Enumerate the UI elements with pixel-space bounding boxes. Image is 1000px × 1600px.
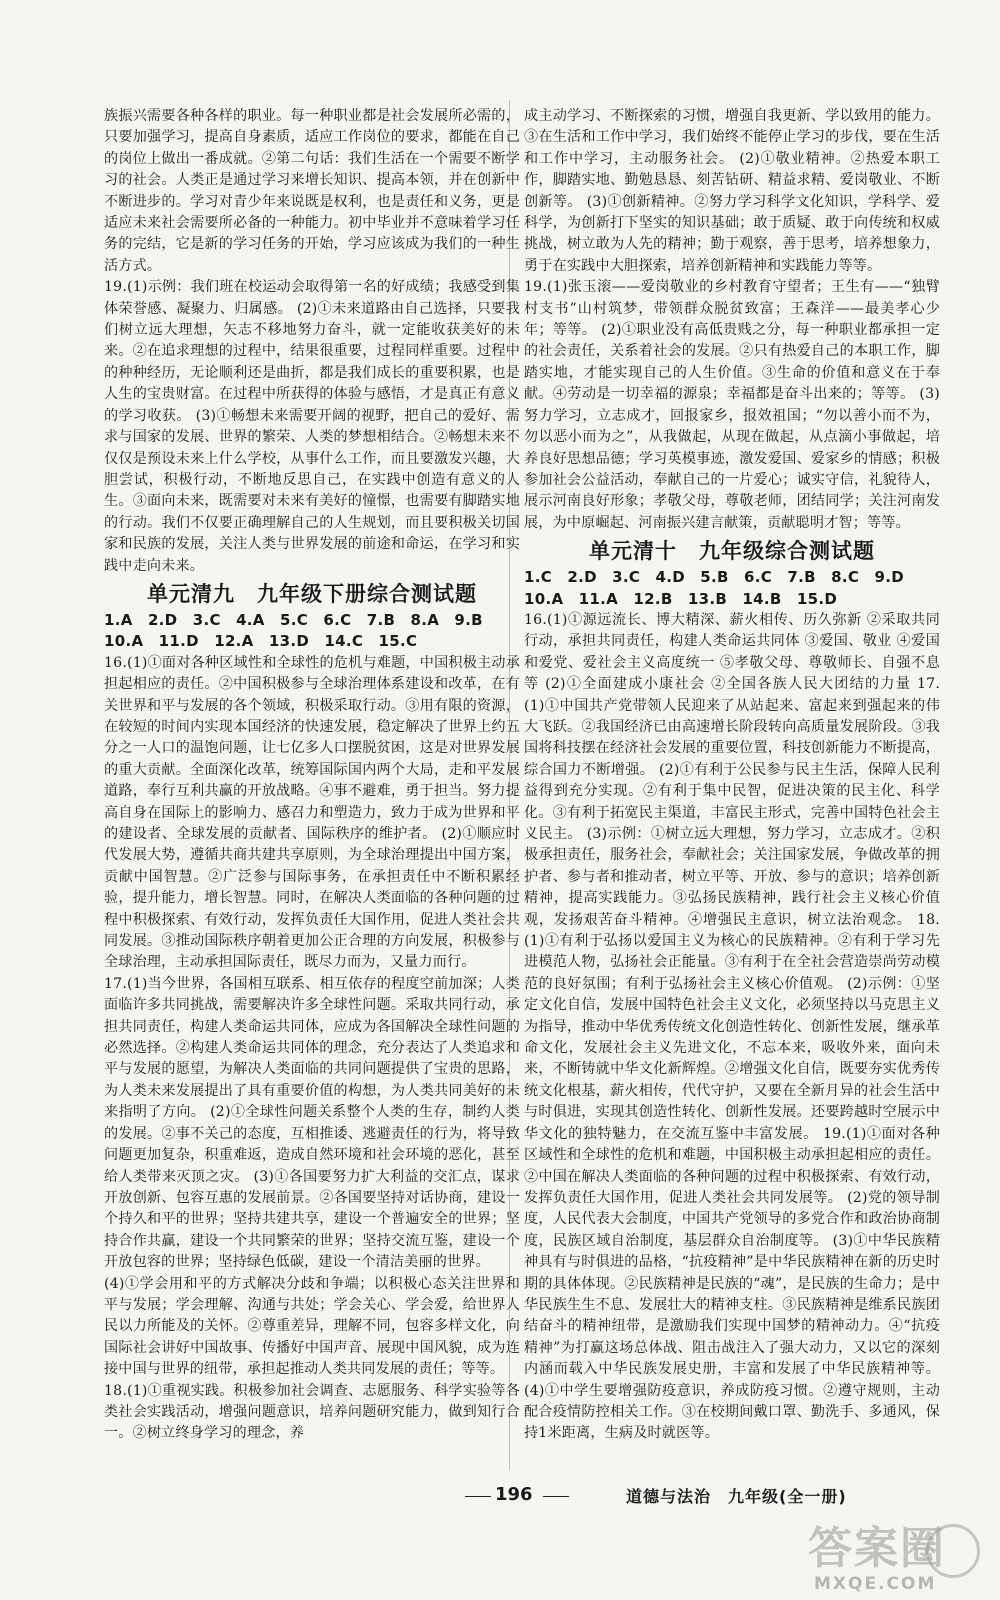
- left-column: [104, 106, 520, 1445]
- watermark-logo-text: 答案圈: [808, 1523, 946, 1574]
- right-column: [524, 106, 940, 1445]
- watermark-url: MXQE.COM: [814, 1574, 937, 1594]
- watermark: [808, 1522, 988, 1596]
- answer-key-line: 1.A 2.D 3.C 4.A 5.C 6.C 7.B 8.A 9.B: [104, 610, 483, 629]
- footer-dash: [543, 1496, 569, 1497]
- paragraph: 16.(1)①面对各种区域性和全球性的危机与难题，中国积极主动承担起相应的责任。②中国积极参与全球治理体系建设和改革，在有关世界和平与发展的各个领域，积极采取行动。③用有限的资源，在较短的时间内实现本国经济的快速发展，稳定解决了世界上约五分之一人口的温饱问题，让七亿多人口摆脱贫困，这是对世界发展的重大贡献。全面深化改革，统筹国际国内两个大局，走和平发展道路，奉行互利共赢的开放战略。④事不避难，勇于担当。努力提高自身在国际上的影响力、感召力和塑造力，致力于成为世界和平的建设者、全球发展的贡献者、国际秩序的维护者。 (2)①顺应时代发展大势，遵循共商共建共享原则，为全球治理提出中国方案，贡献中国智慧。②广泛参与国际事务，在承担责任中不断积累经验，提升能力，增长智慧。同时，在解决人类面临的各种问题的过程中积极探索、有效行动，发挥负责任大国作用，促进人类社会共同发展。③推动国际秩序朝着更加公正合理的方向发展，积极参与全球治理，主动承担国际责任，既尽力而为，又量力而行。: [104, 654, 520, 971]
- paragraph: 19.(1)示例：我们班在校运动会取得第一名的好成绩；我感受到集体荣誉感、凝聚力、归属感。 (2)①未来道路由自己选择，只要我们树立远大理想，矢志不移地努力奋斗，就一定能收获美好的未来。②在追求理想的过程中，结果很重要，过程同样重要。过程中的种种经历，无论顺利还是曲折，都是我们成长的重要积累，也是人生的宝贵财富。在过程中所获得的体验与感悟，才是真正有意义的学习收获。 (3)①畅想未来需要开阔的视野，把自己的爱好、需求与国家的发展、世界的繁荣、人类的梦想相结合。②畅想未来不仅仅是预设未来上什么学校，从事什么工作，而且要激发兴趣，大胆尝试，积极行动，不断地反思自己，在实践中创造有意义的人生。③面向未来，既需要对未来有美好的憧憬，也需要有脚踏实地的行动。我们不仅要正确理解自己的人生规划，而且要积极关切国家和民族的发展，关注人类与世界发展的前途和命运，在学习和实践中走向未来。: [104, 279, 520, 574]
- paragraph: 19.(1)张玉滚——爱岗敬业的乡村教育守望者；王生有——“独臂村支书”山村筑梦，带领群众脱贫致富；王森洋——最美孝心少年；等等。 (2)①职业没有高低贵贱之分，每一种职业都承担一定的社会责任，关系着社会的发展。②只有热爱自己的本职工作，脚踏实地，才能实现自己的人生价值。③生命的价值和意义在于奉献。④劳动是一切幸福的源泉；幸福都是奋斗出来的；等等。 (3)努力学习，立志成才，回报家乡，报效祖国；“勿以善小而不为，勿以恶小而为之”，从我做起，从现在做起，从点滴小事做起，培养良好思想品德；学习英模事迹，激发爱国、爱家乡的情感；积极参加社会公益活动，奉献自己的一片爱心；诚实守信，礼貌待人，展示河南良好形象；孝敬父母，尊敬老师，团结同学；关注河南发展，为中原崛起、河南振兴建言献策，贡献聪明才智；等等。: [524, 279, 940, 531]
- paragraph: 成主动学习、不断探索的习惯，增强自我更新、学以致用的能力。③在生活和工作中学习，我们始终不能停止学习的步伐，要在生活和工作中学习，主动服务社会。 (2)①敬业精神。②热爱本职工作，脚踏实地、勤勉恳恳、刻苦钻研、精益求精、爱岗敬业、不断创新等。 (3)①创新精神。②努力学习科学文化知识，学科学、爱科学，为创新打下坚实的知识基础；敢于质疑、敢于向传统和权威挑战，树立敢为人先的精神；勤于观察，善于思考，培养想象力，勇于在实践中大胆探索，培养创新精神和实践能力等等。: [524, 108, 940, 274]
- page-number: 196: [495, 1484, 533, 1505]
- paragraph: 17.(1)当今世界，各国相互联系、相互依存的程度空前加深；人类面临许多共同挑战，需要解决许多全球性问题。采取共同行动，承担共同责任，构建人类命运共同体，应成为各国解决全球性问题的必然选择。②构建人类命运共同体的理念，充分表达了人类追求和平与发展的愿望，为解决人类面临的共同问题提供了宝贵的思路，为人类未来发展提出了具有重要价值的构想，为人类共同美好的未来指明了方向。 (2)①全球性问题关系整个人类的生存，制约人类的发展。②事不关己的态度，互相推诿、逃避责任的行为，将导致问题更加复杂，积重难返，造成自然环境和社会环境的恶化，甚至给人类带来灭顶之灾。 (3)①各国要努力扩大利益的交汇点，谋求开放创新、包容互惠的发展前景。②各国要坚持对话协商，建设一个持久和平的世界；坚持共建共享，建设一个普遍安全的世界；坚持合作共赢，建设一个共同繁荣的世界；坚持交流互鉴，建设一个开放包容的世界；坚持绿色低碳，建设一个清洁美丽的世界。: [104, 975, 520, 1271]
- page-footer: [0, 1482, 1000, 1512]
- footer-dash: [465, 1496, 491, 1497]
- answer-key-line: 10.A 11.A 12.B 13.B 14.B 15.D: [524, 589, 838, 608]
- paragraph: (4)①学会用和平的方式解决分歧和争端；以积极心态关注世界和平与发展；学会理解、沟通与共处；学会关心、学会爱，给世界人民以力所能及的关怀。②尊重差异，理解不同，包容多样文化，向国际社会讲好中国故事、传播好中国声音、展现中国风貌，成为连接中国与世界的纽带，承担起推动人类共同发展的责任；等等。: [104, 1275, 520, 1378]
- paragraph: 18.(1)①重视实践。积极参加社会调查、志愿服务、科学实验等各类社会实践活动，增强问题意识，培养问题研究能力，做到知行合一。②树立终身学习的理念，养: [104, 1382, 520, 1442]
- answer-key-line: 10.A 11.D 12.A 13.D 14.C 15.C: [104, 632, 418, 651]
- section-heading: 单元清九 九年级下册综合测试题: [147, 581, 477, 606]
- answer-key-line: 1.C 2.D 3.C 4.D 5.B 6.C 7.B 8.C 9.D: [524, 568, 904, 587]
- book-title: 道德与法治 九年级(全一册): [626, 1487, 847, 1506]
- section-heading: 单元清十 九年级综合测试题: [589, 539, 875, 564]
- paragraph: 族振兴需要各种各样的职业。每一种职业都是社会发展所必需的，只要加强学习，提高自身素质，适应工作岗位的要求，都能在自己的岗位上做出一番成就。②第二句话：我们生活在一个需要不断学习的社会。人类正是通过学习来增长知识、提高本领，并在创新中不断进步的。学习对青少年来说既是权利，也是责任和义务，更是适应未来社会需要所必备的一种能力。初中毕业并不意味着学习任务的完结，它是新的学习任务的开始，学习应该成为我们的一种生活方式。: [104, 108, 520, 274]
- paragraph: 16.(1)①源远流长、博大精深、薪火相传、历久弥新 ②采取共同行动，承担共同责任，构建人类命运共同体 ③爱国、敬业 ④爱国和爱党、爱社会主义高度统一 ⑤孝敬父母、尊敬师长、自强不息等 (2)①全面建成小康社会 ②全国各族人民大团结的力量 17.(1)①中国共产党带领人民迎来了从站起来、富起来到强起来的伟大飞跃。②我国经济已由高速增长阶段转向高质量发展阶段。③我国将科技摆在经济社会发展的重要位置，科技创新能力不断提高，综合国力不断增强。 (2)①有利于公民参与民主生活，保障人民利益得到充分实现。②有利于集中民智，促进决策的民主化、科学化。③有利于拓宽民主渠道，丰富民主形式，完善中国特色社会主义民主。 (3)示例：①树立远大理想，努力学习，立志成才。②积极承担责任，服务社会，奉献社会；关注国家发展，争做改革的拥护者、参与者和推动者，树立平等、开放、参与的意识；培养创新精神，提高实践能力。③弘扬民族精神，践行社会主义核心价值观，发扬艰苦奋斗精神。④增强民主意识，树立法治观念。 18.(1)①有利于弘扬以爱国主义为核心的民族精神。②有利于学习先进模范人物，弘扬社会正能量。③有利于在全社会营造崇尚劳动模范的良好氛围；有利于弘扬社会主义核心价值观。 (2)示例：①坚定文化自信，发展中国特色社会主义文化，必须坚持以马克思主义为指导，推动中华优秀传统文化创造性转化、创新性发展，继承革命文化，发展社会主义先进文化，不忘本来，吸收外来，面向未来，不断铸就中华文化新辉煌。②增强文化自信，既要夯实优秀传统文化根基，薪火相传，代代守护，又要在全新月异的社会生活中与时俱进，实现其创造性转化、创新性发展。还要跨越时空展示中华文化的独特魅力，在交流互鉴中丰富发展。 19.(1)①面对各种区域性和全球性的危机和难题，中国积极主动承担起相应的责任。②中国在解决人类面临的各种问题的过程中积极探索、有效行动，发挥负责任大国作用，促进人类社会共同发展等。 (2)党的领导制度，人民代表大会制度，中国共产党领导的多党合作和政治协商制度，民族区域自治制度，基层群众自治制度等。 (3)①中华民族精神具有与时俱进的品格，“抗疫精神”是中华民族精神在新的历史时期的具体体现。②民族精神是民族的“魂”，是民族的生命力；是中华民族生生不息、发展壮大的精神支柱。③民族精神是维系民族团结奋斗的精神纽带，是激励我们实现中国梦的精神动力。④“抗疫精神”为打赢这场总体战、阻击战注入了强大动力，又以它的深刻内涵而载入中华民族发展史册，丰富和发展了中华民族精神等。 (4)①中学生要增强防疫意识，养成防疫习惯。②遵守规则，主动配合疫情防控相关工作。③在校期间戴口罩、勤洗手、多通风，保持1米距离，生病及时就医等。: [524, 611, 940, 1442]
